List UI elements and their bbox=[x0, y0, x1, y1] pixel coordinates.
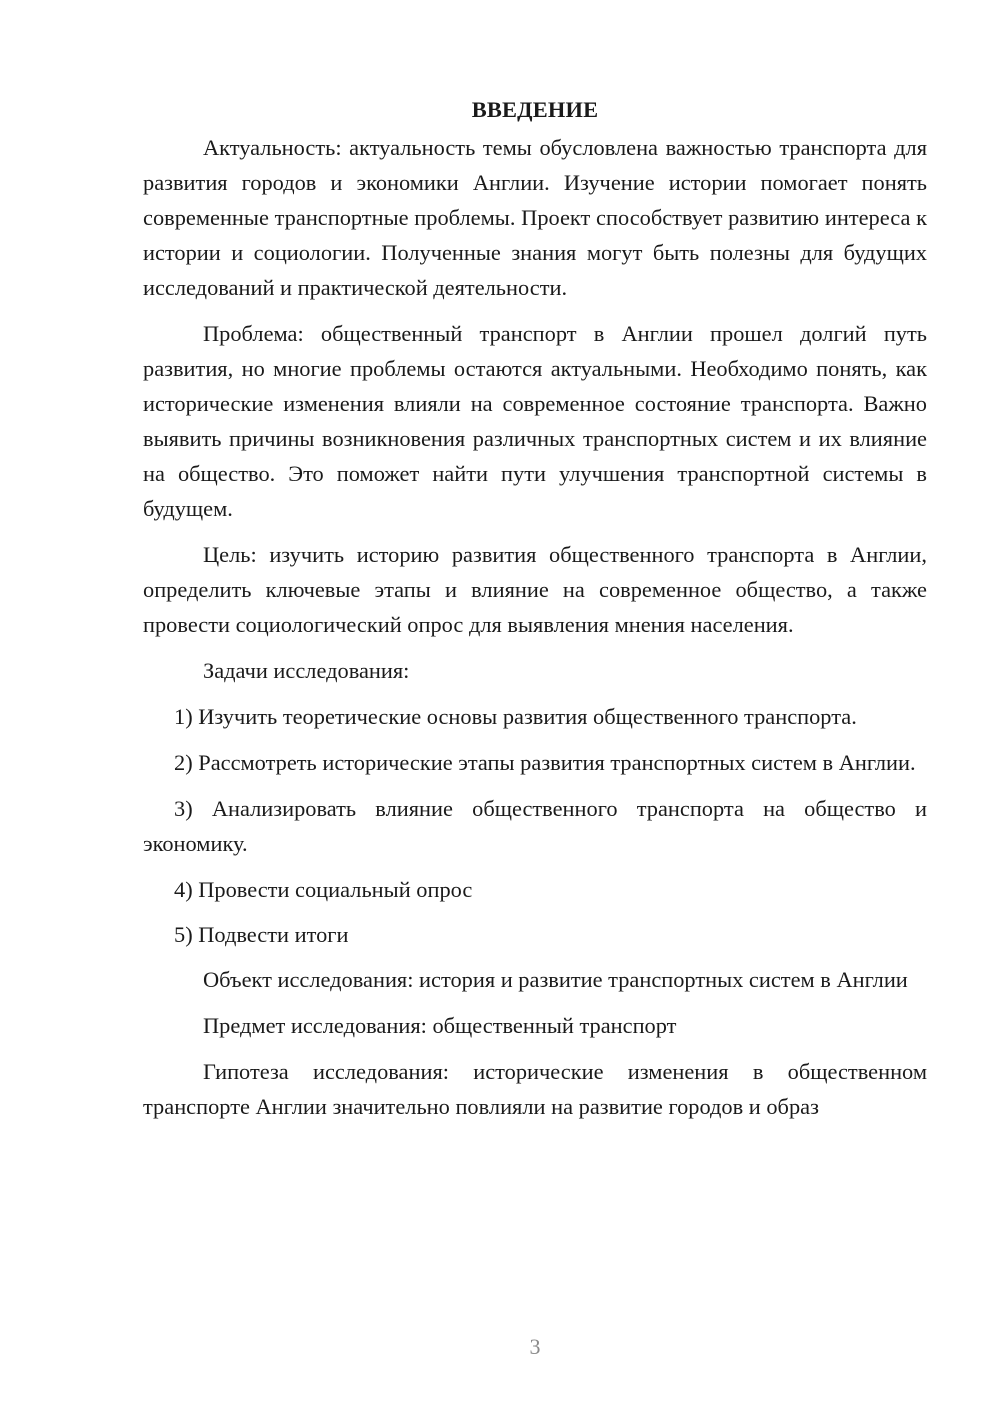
page-title: ВВЕДЕНИЕ bbox=[471, 97, 599, 122]
paragraph-subject: Предмет исследования: общественный транспорт bbox=[203, 1013, 677, 1038]
paragraph-object: Объект исследования: история и развитие транспортных систем в Англии bbox=[203, 967, 908, 992]
task-item-4: 4) Провести социальный опрос bbox=[174, 877, 473, 902]
paragraph-relevance: Актуальность: актуальность темы обусловлена важностью транспорта для развития городов и экономики Англии. Изучение истории помогает понять современные транспортные проблемы. Проект способствует развитию интереса к истории и социологии. Полученные знания могут быть полезны для будущих исследований и практической деятельности. bbox=[143, 135, 927, 300]
tasks-heading: Задачи исследования: bbox=[203, 658, 410, 683]
task-item-2: 2) Рассмотреть исторические этапы развития транспортных систем в Англии. bbox=[174, 750, 916, 775]
task-item-5: 5) Подвести итоги bbox=[174, 922, 349, 947]
task-item-1: 1) Изучить теоретические основы развития общественного транспорта. bbox=[174, 704, 857, 729]
paragraph-goal: Цель: изучить историю развития общественного транспорта в Англии, определить ключевые этапы и влияние на современное общество, а также провести социологический опрос для выявления мнения населения. bbox=[143, 542, 927, 637]
paragraph-problem: Проблема: общественный транспорт в Англии прошел долгий путь развития, но многие проблемы остаются актуальными. Необходимо понять, как исторические изменения влияли на современное состояние транспорта. Важно выявить причины возникновения различных транспортных систем и их влияние на общество. Это поможет найти пути улучшения транспортной системы в будущем. bbox=[143, 321, 927, 521]
task-item-3: 3) Анализировать влияние общественного транспорта на общество и экономику. bbox=[143, 796, 927, 856]
page-number: 3 bbox=[529, 1334, 541, 1359]
paragraph-hypothesis: Гипотеза исследования: исторические изменения в общественном транспорте Англии значительно повлияли на развитие городов и образ bbox=[143, 1059, 927, 1119]
page-content bbox=[143, 92, 927, 1135]
